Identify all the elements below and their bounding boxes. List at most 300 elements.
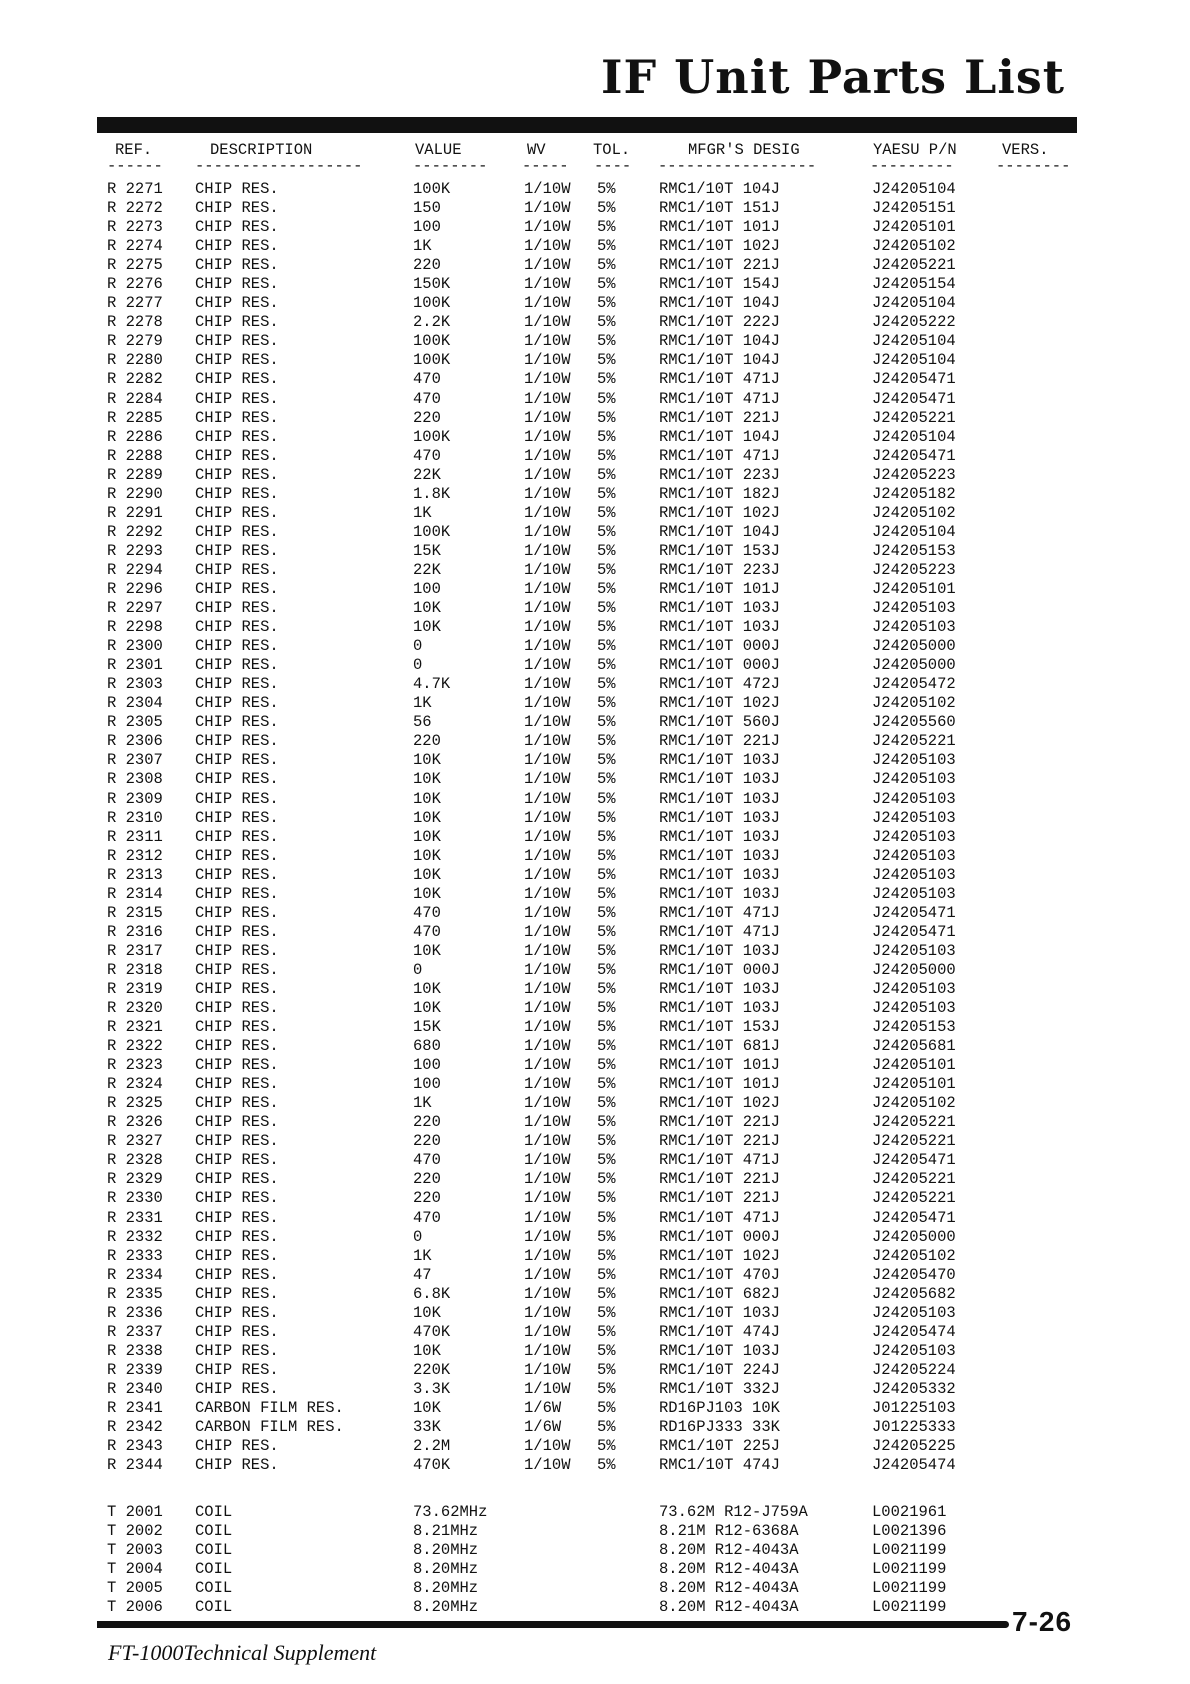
wv-cell: 1/10W [524,1360,571,1379]
column-header-wv: WV [527,141,546,159]
tol-cell: 5% [597,618,616,637]
value-cell: 2.2K [413,313,451,332]
page-number: 7-26 [1012,1606,1073,1637]
description-cell: CHIP RES. [195,484,279,503]
mfgr-desig-cell: RMC1/10T 102J [659,1246,780,1265]
mfgr-desig-cell: RMC1/10T 471J [659,922,780,941]
wv-cell: 1/10W [524,180,571,198]
ref-cell: T 2005 [107,1579,163,1598]
title-rule [97,117,1077,133]
value-cell: 15K [413,1018,441,1037]
part-number-cell: J24205471 [872,1151,956,1170]
description-cell: CHIP RES. [195,732,279,751]
tol-cell: 5% [597,465,616,484]
wv-cell: 1/10W [524,294,571,313]
part-number-cell: J24205103 [872,808,956,827]
description-cell: CHIP RES. [195,541,279,560]
description-cell: CHIP RES. [195,180,279,198]
column-header-description: DESCRIPTION [210,141,313,159]
part-number-cell: J24205000 [872,656,956,675]
value-cell: 15K [413,541,441,560]
table-row [107,447,1087,466]
ref-cell: R 2307 [107,751,163,770]
part-number-cell: J24205103 [872,865,956,884]
part-number-cell: J24205102 [872,237,956,256]
wv-cell: 1/10W [524,1265,571,1284]
tol-cell: 5% [597,751,616,770]
mfgr-desig-cell: RMC1/10T 103J [659,618,780,637]
ref-cell: R 2294 [107,560,163,579]
wv-cell: 1/10W [524,846,571,865]
value-cell: 470 [413,922,441,941]
table-row [107,1170,1087,1189]
description-cell: CHIP RES. [195,675,279,694]
wv-cell: 1/10W [524,884,571,903]
mfgr-desig-cell: RMC1/10T 471J [659,903,780,922]
table-row [107,370,1087,389]
mfgr-desig-cell: RMC1/10T 103J [659,808,780,827]
value-cell: 100K [413,332,451,351]
ref-cell: R 2303 [107,675,163,694]
mfgr-desig-cell: 8.20M R12-4043A [659,1598,799,1617]
wv-cell: 1/10W [524,1284,571,1303]
table-row [107,1541,1087,1560]
wv-cell: 1/10W [524,656,571,675]
description-cell: CHIP RES. [195,237,279,256]
value-cell: 6.8K [413,1284,451,1303]
tol-cell: 5% [597,941,616,960]
description-cell: CHIP RES. [195,1056,279,1075]
tol-cell: 5% [597,846,616,865]
ref-cell: R 2321 [107,1018,163,1037]
value-cell: 470 [413,389,441,408]
tol-cell: 5% [597,560,616,579]
table-row [107,580,1087,599]
value-cell: 220 [413,1132,441,1151]
description-cell: COIL [195,1579,233,1598]
value-cell: 100 [413,1075,441,1094]
tol-cell: 5% [597,1303,616,1322]
tol-cell: 5% [597,1341,616,1360]
table-row [107,504,1087,523]
tol-cell: 5% [597,1418,616,1437]
table-row [107,809,1087,828]
table-row [107,1209,1087,1228]
part-number-cell: J24205103 [872,827,956,846]
description-cell: COIL [195,1560,233,1579]
description-cell: CHIP RES. [195,332,279,351]
description-cell: CHIP RES. [195,522,279,541]
wv-cell: 1/10W [524,465,571,484]
wv-cell: 1/10W [524,503,571,522]
mfgr-desig-cell: RMC1/10T 471J [659,446,780,465]
table-row [107,1418,1087,1437]
mfgr-desig-cell: RMC1/10T 103J [659,827,780,846]
description-cell: CHIP RES. [195,408,279,427]
tol-cell: 5% [597,1018,616,1037]
value-cell: 100K [413,180,451,198]
part-number-cell: J24205221 [872,732,956,751]
mfgr-desig-cell: RMC1/10T 104J [659,522,780,541]
table-row [107,1503,1087,1522]
tol-cell: 5% [597,827,616,846]
part-number-cell: J24205221 [872,1170,956,1189]
table-row [107,428,1087,447]
description-cell: CHIP RES. [195,1132,279,1151]
mfgr-desig-cell: RMC1/10T 103J [659,941,780,960]
page-title: IF Unit Parts List [600,50,1065,104]
wv-cell: 1/10W [524,789,571,808]
description-cell: CHIP RES. [195,275,279,294]
description-cell: CHIP RES. [195,1189,279,1208]
description-cell: CHIP RES. [195,351,279,370]
ref-cell: R 2290 [107,484,163,503]
mfgr-desig-cell: RMC1/10T 153J [659,1018,780,1037]
mfgr-desig-cell: RMC1/10T 104J [659,351,780,370]
table-row [107,523,1087,542]
ref-cell: R 2291 [107,503,163,522]
table-row [107,1094,1087,1113]
tol-cell: 5% [597,351,616,370]
mfgr-desig-cell: RMC1/10T 103J [659,1341,780,1360]
tol-cell: 5% [597,694,616,713]
ref-cell: R 2274 [107,237,163,256]
value-cell: 8.21MHz [413,1522,479,1541]
description-cell: CHIP RES. [195,618,279,637]
mfgr-desig-cell: 73.62M R12-J759A [659,1503,808,1522]
ref-cell: R 2338 [107,1341,163,1360]
column-header-tol: TOL. [593,141,631,159]
mfgr-desig-cell: RMC1/10T 000J [659,960,780,979]
mfgr-desig-cell: RMC1/10T 182J [659,484,780,503]
description-cell: CHIP RES. [195,751,279,770]
wv-cell: 1/10W [524,541,571,560]
value-cell: 470 [413,446,441,465]
description-cell: CHIP RES. [195,789,279,808]
part-number-cell: J24205474 [872,1322,956,1341]
table-row [107,1380,1087,1399]
tol-cell: 5% [597,503,616,522]
table-row [107,1151,1087,1170]
wv-cell: 1/10W [524,1018,571,1037]
ref-cell: R 2344 [107,1456,163,1475]
part-number-cell: J24205104 [872,332,956,351]
value-cell: 47 [413,1265,432,1284]
value-cell: 470K [413,1322,451,1341]
wv-cell: 1/10W [524,237,571,256]
value-cell: 100 [413,218,441,237]
ref-cell: R 2275 [107,256,163,275]
description-cell: CHIP RES. [195,1170,279,1189]
wv-cell: 1/10W [524,560,571,579]
wv-cell: 1/10W [524,1170,571,1189]
table-row [107,942,1087,961]
part-number-cell: J24205000 [872,1227,956,1246]
mfgr-desig-cell: RMC1/10T 103J [659,846,780,865]
tol-cell: 5% [597,675,616,694]
table-row [107,1456,1087,1475]
part-number-cell: J24205471 [872,389,956,408]
description-cell: CHIP RES. [195,1094,279,1113]
part-number-cell: J24205104 [872,180,956,198]
table-row [107,294,1087,313]
value-cell: 0 [413,1227,423,1246]
value-cell: 100K [413,351,451,370]
description-cell: CHIP RES. [195,999,279,1018]
wv-cell: 1/10W [524,1437,571,1456]
table-row [107,1437,1087,1456]
part-number-cell: J24205221 [872,256,956,275]
table-row [107,770,1087,789]
description-cell: CHIP RES. [195,1437,279,1456]
wv-cell: 1/10W [524,579,571,598]
tol-cell: 5% [597,1322,616,1341]
description-cell: CHIP RES. [195,446,279,465]
part-number-cell: J24205000 [872,637,956,656]
ref-cell: R 2278 [107,313,163,332]
table-row [107,732,1087,751]
tol-cell: 5% [597,1246,616,1265]
table-row [107,1399,1087,1418]
mfgr-desig-cell: RMC1/10T 103J [659,865,780,884]
value-cell: 220 [413,1170,441,1189]
mfgr-desig-cell: RMC1/10T 104J [659,427,780,446]
ref-cell: R 2341 [107,1399,163,1417]
table-row [107,542,1087,561]
tol-cell: 5% [597,294,616,313]
table-row [107,885,1087,904]
value-cell: 1K [413,1246,432,1265]
tol-cell: 5% [597,1075,616,1094]
table-row [107,1247,1087,1266]
table-row [107,1266,1087,1285]
tol-cell: 5% [597,999,616,1018]
mfgr-desig-cell: RMC1/10T 224J [659,1360,780,1379]
mfgr-desig-cell: RMC1/10T 000J [659,1227,780,1246]
ref-cell: R 2311 [107,827,163,846]
ref-cell: R 2324 [107,1075,163,1094]
ref-cell: R 2328 [107,1151,163,1170]
mfgr-desig-cell: RMC1/10T 103J [659,884,780,903]
wv-cell: 1/10W [524,1189,571,1208]
tol-cell: 5% [597,922,616,941]
wv-cell: 1/10W [524,808,571,827]
table-row [107,618,1087,637]
tol-cell: 5% [597,789,616,808]
table-row [107,237,1087,256]
description-cell: CHIP RES. [195,1246,279,1265]
table-row [107,866,1087,885]
header-underline-tol: ---- [594,157,632,175]
ref-cell: R 2296 [107,579,163,598]
table-row [107,599,1087,618]
part-number-cell: J24205103 [872,1341,956,1360]
table-row [107,713,1087,732]
ref-cell: T 2002 [107,1522,163,1541]
table-row [107,637,1087,656]
part-number-cell: J24205560 [872,713,956,732]
value-cell: 220 [413,732,441,751]
value-cell: 220 [413,408,441,427]
part-number-cell: J24205104 [872,294,956,313]
part-number-cell: J24205151 [872,199,956,218]
tol-cell: 5% [597,1227,616,1246]
table-row [107,561,1087,580]
wv-cell: 1/10W [524,446,571,465]
part-number-cell: J24205102 [872,1246,956,1265]
tol-cell: 5% [597,1399,616,1417]
mfgr-desig-cell: RMC1/10T 104J [659,180,780,198]
column-header-pn: YAESU P/N [873,141,957,159]
table-row [107,1342,1087,1361]
tol-cell: 5% [597,1037,616,1056]
tol-cell: 5% [597,522,616,541]
part-number-cell: J24205101 [872,579,956,598]
value-cell: 10K [413,1341,441,1360]
part-number-cell: J24205103 [872,979,956,998]
part-number-cell: J24205472 [872,675,956,694]
description-cell: COIL [195,1541,233,1560]
mfgr-desig-cell: RMC1/10T 101J [659,1075,780,1094]
table-row [107,275,1087,294]
value-cell: 10K [413,941,441,960]
description-cell: CARBON FILM RES. [195,1399,344,1417]
value-cell: 10K [413,884,441,903]
value-cell: 8.20MHz [413,1579,479,1598]
tol-cell: 5% [597,770,616,789]
part-number-cell: L0021961 [872,1503,947,1522]
description-cell: CHIP RES. [195,1284,279,1303]
ref-cell: R 2301 [107,656,163,675]
part-number-cell: L0021199 [872,1560,947,1579]
value-cell: 2.2M [413,1437,451,1456]
part-number-cell: J01225333 [872,1418,956,1437]
part-number-cell: J24205103 [872,999,956,1018]
part-number-cell: J24205225 [872,1437,956,1456]
ref-cell: R 2329 [107,1170,163,1189]
table-row [107,218,1087,237]
mfgr-desig-cell: RD16PJ103 10K [659,1399,780,1417]
mfgr-desig-cell: RMC1/10T 103J [659,999,780,1018]
parts-table [107,180,1087,1617]
footer-text: FT-1000Technical Supplement [108,1640,377,1665]
wv-cell: 1/10W [524,351,571,370]
tol-cell: 5% [597,180,616,198]
tol-cell: 5% [597,313,616,332]
wv-cell: 1/10W [524,1037,571,1056]
header-underline-pn: --------- [870,157,954,175]
value-cell: 10K [413,1399,441,1417]
ref-cell: R 2300 [107,637,163,656]
ref-cell: R 2285 [107,408,163,427]
description-cell: CHIP RES. [195,960,279,979]
column-header-mfgr: MFGR'S DESIG [688,141,800,159]
ref-cell: R 2312 [107,846,163,865]
part-number-cell: J24205224 [872,1360,956,1379]
ref-cell: R 2339 [107,1360,163,1379]
ref-cell: R 2288 [107,446,163,465]
table-row [107,256,1087,275]
wv-cell: 1/10W [524,1322,571,1341]
part-number-cell: J24205682 [872,1284,956,1303]
part-number-cell: J24205103 [872,884,956,903]
part-number-cell: J24205471 [872,903,956,922]
ref-cell: R 2337 [107,1322,163,1341]
wv-cell: 1/6W [524,1418,562,1437]
mfgr-desig-cell: RMC1/10T 104J [659,294,780,313]
mfgr-desig-cell: RMC1/10T 470J [659,1265,780,1284]
wv-cell: 1/10W [524,675,571,694]
tol-cell: 5% [597,1208,616,1227]
ref-cell: R 2318 [107,960,163,979]
table-row [107,1323,1087,1342]
mfgr-desig-cell: RMC1/10T 332J [659,1379,780,1398]
wv-cell: 1/6W [524,1399,562,1417]
mfgr-desig-cell: RMC1/10T 681J [659,1037,780,1056]
wv-cell: 1/10W [524,1132,571,1151]
table-row [107,694,1087,713]
tol-cell: 5% [597,1132,616,1151]
ref-cell: R 2332 [107,1227,163,1246]
table-row [107,980,1087,999]
mfgr-desig-cell: RMC1/10T 102J [659,694,780,713]
description-cell: CHIP RES. [195,808,279,827]
wv-cell: 1/10W [524,732,571,751]
table-row [107,313,1087,332]
wv-cell: 1/10W [524,922,571,941]
table-row [107,1075,1087,1094]
ref-cell: R 2335 [107,1284,163,1303]
part-number-cell: J24205103 [872,941,956,960]
value-cell: 10K [413,1303,441,1322]
tol-cell: 5% [597,370,616,389]
description-cell: CHIP RES. [195,846,279,865]
value-cell: 10K [413,808,441,827]
tol-cell: 5% [597,408,616,427]
table-row [107,1132,1087,1151]
section-gap [107,1475,1087,1503]
table-row [107,923,1087,942]
value-cell: 100K [413,294,451,313]
ref-cell: R 2315 [107,903,163,922]
wv-cell: 1/10W [524,370,571,389]
mfgr-desig-cell: RMC1/10T 103J [659,599,780,618]
tol-cell: 5% [597,389,616,408]
table-row [107,790,1087,809]
tol-cell: 5% [597,884,616,903]
part-number-cell: J24205223 [872,560,956,579]
value-cell: 150 [413,199,441,218]
wv-cell: 1/10W [524,637,571,656]
description-cell: CHIP RES. [195,1456,279,1475]
mfgr-desig-cell: 8.21M R12-6368A [659,1522,799,1541]
wv-cell: 1/10W [524,1379,571,1398]
description-cell: CHIP RES. [195,1037,279,1056]
ref-cell: R 2343 [107,1437,163,1456]
mfgr-desig-cell: RMC1/10T 101J [659,579,780,598]
value-cell: 10K [413,789,441,808]
table-row [107,656,1087,675]
mfgr-desig-cell: RMC1/10T 221J [659,1132,780,1151]
tol-cell: 5% [597,1151,616,1170]
value-cell: 1K [413,694,432,713]
part-number-cell: J24205221 [872,1132,956,1151]
part-number-cell: J24205221 [872,1189,956,1208]
ref-cell: T 2003 [107,1541,163,1560]
ref-cell: R 2330 [107,1189,163,1208]
ref-cell: R 2289 [107,465,163,484]
wv-cell: 1/10W [524,1151,571,1170]
